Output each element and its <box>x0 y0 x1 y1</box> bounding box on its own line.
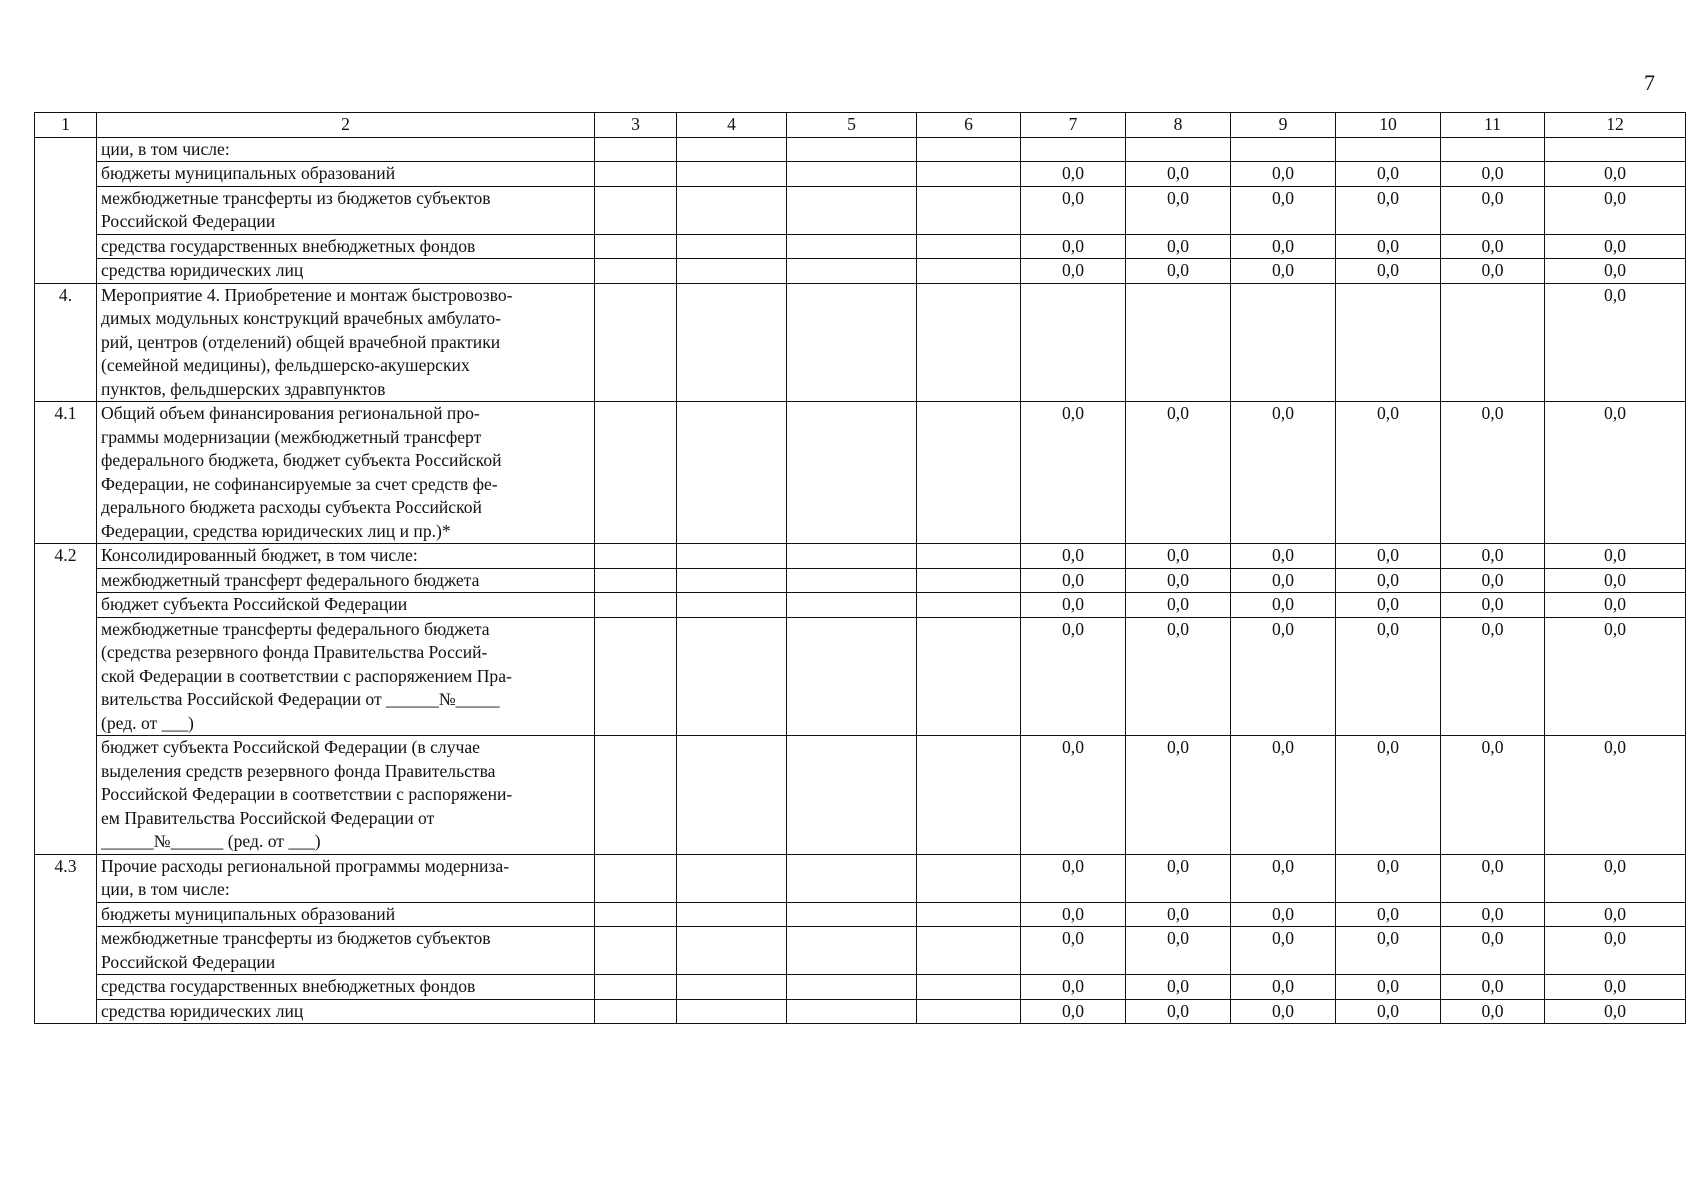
empty-cell <box>677 617 787 736</box>
empty-cell <box>677 568 787 593</box>
value-cell: 0,0 <box>1545 186 1686 234</box>
value-cell: 0,0 <box>1126 402 1231 544</box>
value-cell: 0,0 <box>1441 736 1545 855</box>
value-cell: 0,0 <box>1441 927 1545 975</box>
empty-cell <box>917 999 1021 1024</box>
value-cell: 0,0 <box>1021 854 1126 902</box>
value-cell: 0,0 <box>1545 617 1686 736</box>
empty-cell <box>917 137 1021 162</box>
value-cell: 0,0 <box>1441 544 1545 569</box>
value-cell: 0,0 <box>1545 544 1686 569</box>
description-line: Консолидированный бюджет, в том числе: <box>101 545 418 565</box>
table-row <box>35 736 1686 855</box>
value-cell: 0,0 <box>1231 975 1336 1000</box>
value-cell: 0,0 <box>1336 162 1441 187</box>
column-header: 4 <box>677 113 787 138</box>
empty-cell <box>787 402 917 544</box>
empty-cell <box>677 927 787 975</box>
value-cell: 0,0 <box>1021 999 1126 1024</box>
value-cell: 0,0 <box>1231 902 1336 927</box>
value-cell: 0,0 <box>1441 186 1545 234</box>
description-line: ем Правительства Российской Федерации от <box>101 807 435 828</box>
empty-cell <box>917 544 1021 569</box>
empty-cell <box>595 568 677 593</box>
value-cell: 0,0 <box>1545 402 1686 544</box>
table-body <box>35 113 1686 1024</box>
value-cell: 0,0 <box>1231 544 1336 569</box>
value-cell <box>1126 283 1231 402</box>
description-line: Общий объем финансирования региональной про- <box>101 403 480 423</box>
value-cell: 0,0 <box>1231 593 1336 618</box>
description-line: ской Федерации в соответствии с распоряжением Пра- <box>101 665 512 686</box>
empty-cell <box>787 902 917 927</box>
description-line: ции, в том числе: <box>101 879 230 899</box>
row-number: 4.3 <box>35 854 97 902</box>
value-cell: 0,0 <box>1441 402 1545 544</box>
value-cell: 0,0 <box>1021 259 1126 284</box>
description-line: пунктов, фельдшерских здравпунктов <box>101 378 386 399</box>
empty-cell <box>677 259 787 284</box>
value-cell: 0,0 <box>1126 259 1231 284</box>
row-number <box>35 162 97 187</box>
description-line: Российской Федерации в соответствии с распоряжени- <box>101 784 513 804</box>
table-row <box>35 186 1686 234</box>
value-cell: 0,0 <box>1021 544 1126 569</box>
value-cell: 0,0 <box>1336 593 1441 618</box>
empty-cell <box>917 186 1021 234</box>
description-line: ______№______ (ред. от ___) <box>101 831 321 851</box>
empty-cell <box>917 234 1021 259</box>
value-cell: 0,0 <box>1021 593 1126 618</box>
value-cell: 0,0 <box>1126 927 1231 975</box>
row-description <box>97 854 595 902</box>
row-description <box>97 999 595 1024</box>
value-cell <box>1336 137 1441 162</box>
description-line: бюджеты муниципальных образований <box>101 903 396 924</box>
page-number: 7 <box>1644 70 1655 95</box>
row-description <box>97 259 595 284</box>
empty-cell <box>595 186 677 234</box>
value-cell: 0,0 <box>1021 617 1126 736</box>
value-cell: 0,0 <box>1441 975 1545 1000</box>
description-line: бюджеты муниципальных образований <box>101 163 396 183</box>
value-cell: 0,0 <box>1336 544 1441 569</box>
value-cell: 0,0 <box>1545 234 1686 259</box>
value-cell <box>1441 137 1545 162</box>
description-line: Федерации, средства юридических лиц и пр.)* <box>101 520 451 541</box>
value-cell: 0,0 <box>1545 283 1686 402</box>
row-number <box>35 593 97 618</box>
empty-cell <box>595 259 677 284</box>
value-cell: 0,0 <box>1336 999 1441 1024</box>
value-cell: 0,0 <box>1545 975 1686 1000</box>
row-number <box>35 259 97 284</box>
value-cell: 0,0 <box>1021 234 1126 259</box>
empty-cell <box>787 975 917 1000</box>
value-cell: 0,0 <box>1126 999 1231 1024</box>
value-cell <box>1231 137 1336 162</box>
row-description <box>97 402 595 544</box>
empty-cell <box>787 234 917 259</box>
column-header: 10 <box>1336 113 1441 138</box>
value-cell: 0,0 <box>1441 162 1545 187</box>
column-header: 7 <box>1021 113 1126 138</box>
description-line: Мероприятие 4. Приобретение и монтаж быстровозво- <box>101 284 513 305</box>
description-line: Российской Федерации <box>101 211 276 231</box>
empty-cell <box>787 259 917 284</box>
value-cell: 0,0 <box>1021 736 1126 855</box>
empty-cell <box>677 544 787 569</box>
empty-cell <box>595 162 677 187</box>
column-header: 2 <box>97 113 595 138</box>
empty-cell <box>677 402 787 544</box>
description-line: бюджет субъекта Российской Федерации <box>101 594 408 614</box>
value-cell: 0,0 <box>1021 186 1126 234</box>
value-cell: 0,0 <box>1336 854 1441 902</box>
empty-cell <box>677 975 787 1000</box>
column-header: 5 <box>787 113 917 138</box>
empty-cell <box>595 736 677 855</box>
value-cell <box>1336 283 1441 402</box>
empty-cell <box>917 927 1021 975</box>
empty-cell <box>787 736 917 855</box>
value-cell: 0,0 <box>1126 186 1231 234</box>
row-description <box>97 617 595 736</box>
value-cell: 0,0 <box>1126 902 1231 927</box>
row-number <box>35 186 97 234</box>
value-cell: 0,0 <box>1336 617 1441 736</box>
value-cell: 0,0 <box>1126 593 1231 618</box>
empty-cell <box>917 283 1021 402</box>
value-cell: 0,0 <box>1021 927 1126 975</box>
value-cell: 0,0 <box>1126 617 1231 736</box>
value-cell: 0,0 <box>1021 902 1126 927</box>
value-cell: 0,0 <box>1336 259 1441 284</box>
empty-cell <box>917 975 1021 1000</box>
value-cell: 0,0 <box>1336 902 1441 927</box>
table-row <box>35 999 1686 1024</box>
empty-cell <box>787 186 917 234</box>
description-line: межбюджетные трансферты из бюджетов субъектов <box>101 928 491 948</box>
empty-cell <box>787 999 917 1024</box>
row-description <box>97 902 595 927</box>
empty-cell <box>595 137 677 162</box>
description-line: средства государственных внебюджетных фондов <box>101 976 476 996</box>
value-cell: 0,0 <box>1441 999 1545 1024</box>
header-row <box>35 113 1686 138</box>
value-cell: 0,0 <box>1545 927 1686 975</box>
row-description <box>97 186 595 234</box>
empty-cell <box>677 854 787 902</box>
value-cell: 0,0 <box>1441 593 1545 618</box>
value-cell: 0,0 <box>1231 854 1336 902</box>
value-cell: 0,0 <box>1231 736 1336 855</box>
empty-cell <box>595 902 677 927</box>
empty-cell <box>787 617 917 736</box>
empty-cell <box>595 283 677 402</box>
description-line: ции, в том числе: <box>101 138 230 159</box>
value-cell: 0,0 <box>1545 854 1686 902</box>
description-line: бюджет субъекта Российской Федерации (в случае <box>101 737 480 757</box>
empty-cell <box>787 854 917 902</box>
empty-cell <box>595 617 677 736</box>
row-description <box>97 975 595 1000</box>
empty-cell <box>595 234 677 259</box>
row-number: 4. <box>35 283 97 402</box>
table-row <box>35 259 1686 284</box>
empty-cell <box>787 162 917 187</box>
row-number <box>35 736 97 855</box>
value-cell: 0,0 <box>1545 902 1686 927</box>
empty-cell <box>677 902 787 927</box>
row-description <box>97 234 595 259</box>
empty-cell <box>917 736 1021 855</box>
table-row <box>35 402 1686 544</box>
empty-cell <box>677 999 787 1024</box>
empty-cell <box>917 902 1021 927</box>
description-line: рий, центров (отделений) общей врачебной практики <box>101 331 501 352</box>
table-row <box>35 568 1686 593</box>
value-cell: 0,0 <box>1545 736 1686 855</box>
empty-cell <box>787 568 917 593</box>
value-cell: 0,0 <box>1441 902 1545 927</box>
column-header: 12 <box>1545 113 1686 138</box>
column-header: 8 <box>1126 113 1231 138</box>
column-header: 9 <box>1231 113 1336 138</box>
value-cell: 0,0 <box>1021 162 1126 187</box>
value-cell: 0,0 <box>1441 854 1545 902</box>
value-cell: 0,0 <box>1441 617 1545 736</box>
row-description <box>97 137 595 162</box>
row-description <box>97 593 595 618</box>
value-cell <box>1231 283 1336 402</box>
description-line: федерального бюджета, бюджет субъекта Российской <box>101 450 502 470</box>
value-cell: 0,0 <box>1231 186 1336 234</box>
description-line: дерального бюджета расходы субъекта Российской <box>101 497 482 517</box>
table-row <box>35 234 1686 259</box>
row-number <box>35 137 97 162</box>
row-number: 4.1 <box>35 402 97 544</box>
empty-cell <box>595 402 677 544</box>
description-line: Федерации, не софинансируемые за счет средств фе- <box>101 473 498 494</box>
empty-cell <box>917 617 1021 736</box>
value-cell: 0,0 <box>1545 593 1686 618</box>
table-row <box>35 162 1686 187</box>
value-cell: 0,0 <box>1441 259 1545 284</box>
empty-cell <box>677 137 787 162</box>
row-description <box>97 283 595 402</box>
empty-cell <box>787 544 917 569</box>
row-number <box>35 927 97 975</box>
value-cell: 0,0 <box>1231 234 1336 259</box>
value-cell: 0,0 <box>1231 568 1336 593</box>
value-cell: 0,0 <box>1336 568 1441 593</box>
empty-cell <box>595 544 677 569</box>
description-line: межбюджетные трансферты из бюджетов субъектов <box>101 187 491 208</box>
row-number <box>35 902 97 927</box>
value-cell: 0,0 <box>1126 568 1231 593</box>
value-cell <box>1021 137 1126 162</box>
row-description <box>97 568 595 593</box>
value-cell: 0,0 <box>1021 568 1126 593</box>
empty-cell <box>917 162 1021 187</box>
empty-cell <box>787 137 917 162</box>
table-row <box>35 902 1686 927</box>
empty-cell <box>917 593 1021 618</box>
value-cell: 0,0 <box>1336 927 1441 975</box>
row-description <box>97 544 595 569</box>
value-cell: 0,0 <box>1336 234 1441 259</box>
value-cell <box>1545 137 1686 162</box>
table-row <box>35 617 1686 736</box>
value-cell: 0,0 <box>1126 736 1231 855</box>
description-line: средства государственных внебюджетных фондов <box>101 235 476 256</box>
value-cell: 0,0 <box>1441 568 1545 593</box>
description-line: межбюджетный трансферт федерального бюджета <box>101 569 480 590</box>
value-cell: 0,0 <box>1126 162 1231 187</box>
value-cell: 0,0 <box>1545 259 1686 284</box>
row-number: 4.2 <box>35 544 97 569</box>
financing-table <box>34 112 1686 1024</box>
description-line: (средства резервного фонда Правительства Россий- <box>101 642 488 662</box>
empty-cell <box>595 927 677 975</box>
description-line: вительства Российской Федерации от ______№_____ <box>101 689 500 709</box>
empty-cell <box>595 854 677 902</box>
empty-cell <box>917 402 1021 544</box>
column-header: 11 <box>1441 113 1545 138</box>
row-number <box>35 975 97 1000</box>
value-cell: 0,0 <box>1126 544 1231 569</box>
description-line: граммы модернизации (межбюджетный трансферт <box>101 426 482 447</box>
value-cell: 0,0 <box>1231 259 1336 284</box>
table-row <box>35 593 1686 618</box>
value-cell: 0,0 <box>1021 975 1126 1000</box>
description-line: Прочие расходы региональной программы модерниза- <box>101 855 510 876</box>
value-cell: 0,0 <box>1231 999 1336 1024</box>
column-header: 3 <box>595 113 677 138</box>
value-cell: 0,0 <box>1126 234 1231 259</box>
description-line: димых модульных конструкций врачебных амбулато- <box>101 308 502 328</box>
description-line: выделения средств резервного фонда Правительства <box>101 760 496 781</box>
empty-cell <box>595 975 677 1000</box>
value-cell: 0,0 <box>1231 402 1336 544</box>
empty-cell <box>677 736 787 855</box>
empty-cell <box>677 162 787 187</box>
empty-cell <box>917 854 1021 902</box>
value-cell <box>1441 283 1545 402</box>
value-cell: 0,0 <box>1126 854 1231 902</box>
empty-cell <box>917 259 1021 284</box>
description-line: (ред. от ___) <box>101 712 194 733</box>
empty-cell <box>787 593 917 618</box>
value-cell: 0,0 <box>1336 975 1441 1000</box>
description-line: Российской Федерации <box>101 951 276 972</box>
row-description <box>97 927 595 975</box>
value-cell: 0,0 <box>1336 186 1441 234</box>
empty-cell <box>677 593 787 618</box>
table-row <box>35 975 1686 1000</box>
table-row <box>35 137 1686 162</box>
table-row <box>35 854 1686 902</box>
value-cell: 0,0 <box>1231 927 1336 975</box>
value-cell <box>1126 137 1231 162</box>
column-header: 6 <box>917 113 1021 138</box>
row-number <box>35 234 97 259</box>
value-cell: 0,0 <box>1126 975 1231 1000</box>
empty-cell <box>677 283 787 402</box>
row-number <box>35 617 97 736</box>
value-cell: 0,0 <box>1021 402 1126 544</box>
column-header: 1 <box>35 113 97 138</box>
table-row <box>35 927 1686 975</box>
empty-cell <box>787 283 917 402</box>
description-line: межбюджетные трансферты федерального бюджета <box>101 618 490 639</box>
value-cell: 0,0 <box>1545 999 1686 1024</box>
empty-cell <box>917 568 1021 593</box>
empty-cell <box>595 999 677 1024</box>
row-description <box>97 736 595 855</box>
empty-cell <box>677 234 787 259</box>
value-cell: 0,0 <box>1336 736 1441 855</box>
table-row <box>35 283 1686 402</box>
description-line: средства юридических лиц <box>101 260 304 280</box>
row-description <box>97 162 595 187</box>
table-row <box>35 544 1686 569</box>
row-number <box>35 568 97 593</box>
value-cell: 0,0 <box>1231 617 1336 736</box>
empty-cell <box>677 186 787 234</box>
empty-cell <box>595 593 677 618</box>
empty-cell <box>787 927 917 975</box>
value-cell <box>1021 283 1126 402</box>
description-line: средства юридических лиц <box>101 1000 304 1021</box>
value-cell: 0,0 <box>1441 234 1545 259</box>
value-cell: 0,0 <box>1336 402 1441 544</box>
value-cell: 0,0 <box>1545 568 1686 593</box>
row-number <box>35 999 97 1024</box>
value-cell: 0,0 <box>1231 162 1336 187</box>
description-line: (семейной медицины), фельдшерско-акушерских <box>101 355 470 375</box>
value-cell: 0,0 <box>1545 162 1686 187</box>
